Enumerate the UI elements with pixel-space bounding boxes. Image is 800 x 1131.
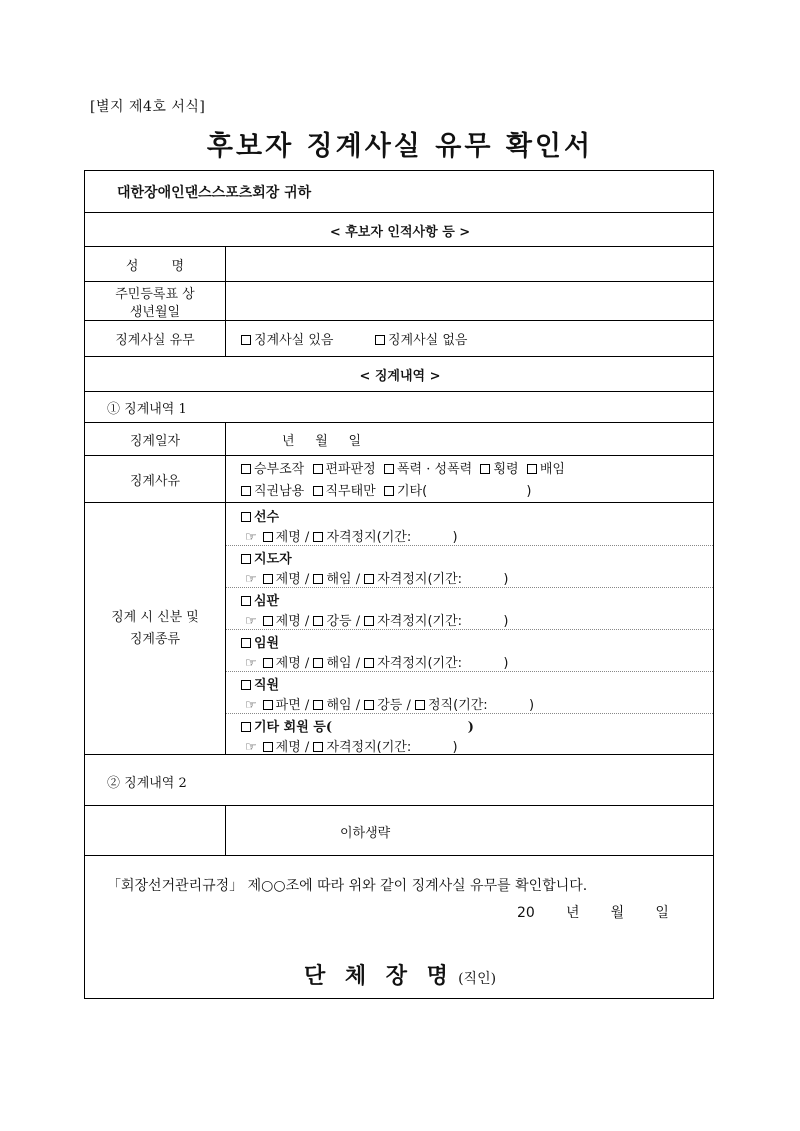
discipline-item-1-label: ① 징계내역 1	[107, 402, 187, 417]
reason-option[interactable]: 배임	[527, 462, 565, 477]
checkbox[interactable]	[364, 658, 374, 668]
column-divider	[225, 805, 226, 855]
pointing-hand-icon: ☞	[245, 740, 257, 755]
checkbox[interactable]	[313, 486, 323, 496]
category-option[interactable]	[241, 716, 474, 735]
option-label: 자격정지(기간: )	[377, 614, 509, 629]
category-name: 임원	[254, 636, 280, 651]
discipline-reason-label: 징계사유	[129, 474, 181, 489]
confirmation-form-table	[84, 170, 714, 999]
option-separator: /	[300, 614, 314, 629]
discipline-type-option[interactable]	[313, 572, 351, 587]
option-label: 자격정지(기간: )	[326, 740, 458, 755]
checkbox[interactable]	[313, 532, 323, 542]
row-divider	[85, 356, 713, 357]
date-line: 20 년 월 일	[517, 905, 669, 921]
option-label: 해임	[326, 656, 352, 671]
option-label: 제명	[275, 656, 301, 671]
row-divider	[85, 246, 713, 247]
option-label: 정직(기간: )	[428, 698, 535, 713]
discipline-item-2-label: ② 징계내역 2	[107, 776, 187, 791]
checkbox[interactable]	[241, 512, 251, 522]
row-divider	[85, 855, 713, 856]
checkbox[interactable]	[313, 658, 323, 668]
row-divider	[85, 455, 713, 456]
checkbox[interactable]	[313, 700, 323, 710]
group-divider	[226, 671, 713, 672]
reason-option[interactable]: 폭력 · 성폭력	[384, 462, 472, 477]
discipline-type-option[interactable]	[263, 572, 301, 587]
pointing-hand-icon: ☞	[245, 656, 257, 671]
checkbox[interactable]	[241, 335, 251, 345]
category-option[interactable]	[241, 548, 292, 567]
discipline-type-option[interactable]	[313, 740, 457, 755]
discipline-type-option[interactable]	[313, 530, 457, 545]
discipline-type-option[interactable]	[263, 656, 301, 671]
column-divider	[225, 422, 226, 754]
pointing-hand-icon: ☞	[245, 530, 257, 545]
option-separator: /	[300, 698, 314, 713]
group-divider	[226, 545, 713, 546]
discipline-type-option[interactable]	[263, 614, 301, 629]
reason-option[interactable]: 직권남용	[241, 484, 304, 499]
category-name: 심판	[254, 594, 280, 609]
option-label: 파면	[275, 698, 301, 713]
category-name: 직원	[254, 678, 280, 693]
checkbox[interactable]	[375, 335, 385, 345]
category-name: 선수	[254, 510, 280, 525]
option-label: 제명	[275, 740, 301, 755]
checkbox[interactable]	[241, 638, 251, 648]
checkbox[interactable]	[527, 464, 537, 474]
discipline-type-option[interactable]	[364, 614, 508, 629]
reason-option-other[interactable]: 기타( )	[384, 484, 531, 499]
checkbox[interactable]	[241, 596, 251, 606]
option-separator: /	[300, 530, 314, 545]
discipline-type-option[interactable]	[313, 614, 351, 629]
checkbox[interactable]	[384, 464, 394, 474]
checkbox[interactable]	[241, 680, 251, 690]
group-divider	[226, 713, 713, 714]
option-label: 자격정지(기간: )	[377, 656, 509, 671]
category-name: 기타 회원 등( )	[254, 720, 474, 735]
discipline-type-options	[245, 652, 508, 671]
pointing-hand-icon: ☞	[245, 572, 257, 587]
row-divider	[85, 281, 713, 282]
row-divider	[85, 320, 713, 321]
discipline-type-option[interactable]	[263, 698, 301, 713]
reason-option[interactable]: 횡령	[480, 462, 518, 477]
option-label: 제명	[275, 530, 301, 545]
option-separator: /	[351, 698, 365, 713]
checkbox[interactable]	[241, 486, 251, 496]
option-separator: /	[351, 656, 365, 671]
option-label: 자격정지(기간: )	[326, 530, 458, 545]
discipline-status-label: 징계사실 유무	[115, 333, 195, 348]
group-divider	[226, 587, 713, 588]
status-type-label-line2: 징계종류	[129, 632, 181, 647]
category-option[interactable]	[241, 632, 279, 651]
checkbox[interactable]	[384, 486, 394, 496]
discipline-date-field[interactable]: 년 월 일	[282, 434, 361, 449]
checkbox[interactable]	[480, 464, 490, 474]
name-label: 성 명	[125, 259, 185, 274]
option-label: 자격정지(기간: )	[377, 572, 509, 587]
option-separator: /	[300, 572, 314, 587]
pointing-hand-icon: ☞	[245, 614, 257, 629]
discipline-type-option[interactable]	[313, 656, 351, 671]
reason-options-line1	[241, 458, 565, 477]
reason-option[interactable]: 편파판정	[313, 462, 376, 477]
discipline-type-options	[245, 694, 534, 713]
option-label: 해임	[326, 572, 352, 587]
reason-option[interactable]: 직무태만	[313, 484, 376, 499]
option-separator: /	[300, 740, 314, 755]
birthdate-field[interactable]	[226, 283, 712, 318]
discipline-type-option[interactable]	[364, 698, 402, 713]
category-name: 지도자	[254, 552, 292, 567]
checkbox[interactable]	[263, 616, 273, 626]
form-number-label: [별지 제4호 서식]	[90, 99, 206, 115]
category-option[interactable]	[241, 590, 279, 609]
option-separator: /	[300, 656, 314, 671]
discipline-type-options	[245, 736, 458, 755]
option-label: 제명	[275, 614, 301, 629]
discipline-type-options	[245, 526, 458, 545]
discipline-type-options	[245, 568, 508, 587]
reason-option[interactable]: 승부조작	[241, 462, 304, 477]
checkbox[interactable]	[241, 464, 251, 474]
recipient-line: 대한장애인댄스스포츠회장 귀하	[117, 185, 312, 201]
section-header-discipline: < 징계내역 >	[359, 369, 441, 384]
discipline-type-option[interactable]	[263, 740, 301, 755]
checkbox[interactable]	[364, 574, 374, 584]
row-divider	[85, 805, 713, 806]
pointing-hand-icon: ☞	[245, 698, 257, 713]
category-option[interactable]	[241, 674, 279, 693]
option-label: 해임	[326, 698, 352, 713]
checkbox[interactable]	[313, 742, 323, 752]
reason-options-line2	[241, 480, 531, 499]
option-label: 강등	[377, 698, 403, 713]
option-separator: /	[351, 572, 365, 587]
discipline-type-option[interactable]	[415, 698, 534, 713]
section-header-candidate: < 후보자 인적사항 등 >	[329, 225, 471, 240]
checkbox[interactable]	[263, 574, 273, 584]
discipline-type-option[interactable]	[313, 698, 351, 713]
checkbox[interactable]	[263, 532, 273, 542]
row-divider	[85, 422, 713, 423]
row-divider	[85, 391, 713, 392]
discipline-type-option[interactable]	[364, 656, 508, 671]
discipline-type-options	[245, 610, 508, 629]
confirmation-statement: 「회장선거관리규정」 제○○조에 따라 위와 같이 징계사실 유무를 확인합니다.	[107, 878, 588, 894]
row-divider	[85, 212, 713, 213]
category-option[interactable]	[241, 506, 279, 525]
group-divider	[226, 629, 713, 630]
discipline-yes-option[interactable]: 징계사실 있음	[241, 329, 333, 348]
organization-head-name: 단 체 장 명	[303, 963, 454, 989]
rrn-label-line1: 주민등록표 상	[115, 287, 195, 302]
checkbox[interactable]	[313, 574, 323, 584]
rrn-label-line2: 생년월일	[129, 305, 181, 320]
name-field[interactable]	[226, 248, 712, 279]
checkbox[interactable]	[313, 616, 323, 626]
option-separator: /	[351, 614, 365, 629]
checkbox[interactable]	[263, 700, 273, 710]
document-title: 후보자 징계사실 유무 확인서	[206, 131, 594, 162]
discipline-type-option[interactable]	[263, 530, 301, 545]
checkbox[interactable]	[263, 742, 273, 752]
option-label: 강등	[326, 614, 352, 629]
discipline-date-label: 징계일자	[129, 434, 181, 449]
signature-block	[85, 959, 715, 990]
checkbox[interactable]	[313, 464, 323, 474]
status-type-label-line1: 징계 시 신분 및	[111, 610, 199, 625]
discipline-no-option[interactable]: 징계사실 없음	[375, 329, 467, 348]
row-divider	[85, 502, 713, 503]
checkbox[interactable]	[263, 658, 273, 668]
discipline-type-option[interactable]	[364, 572, 508, 587]
option-separator: /	[402, 698, 415, 713]
checkbox[interactable]	[241, 722, 251, 732]
seal-note: (직인)	[458, 971, 497, 987]
checkbox[interactable]	[364, 700, 374, 710]
checkbox[interactable]	[415, 700, 425, 710]
option-label: 제명	[275, 572, 301, 587]
omitted-note: 이하생략	[340, 826, 391, 841]
checkbox[interactable]	[241, 554, 251, 564]
checkbox[interactable]	[364, 616, 374, 626]
